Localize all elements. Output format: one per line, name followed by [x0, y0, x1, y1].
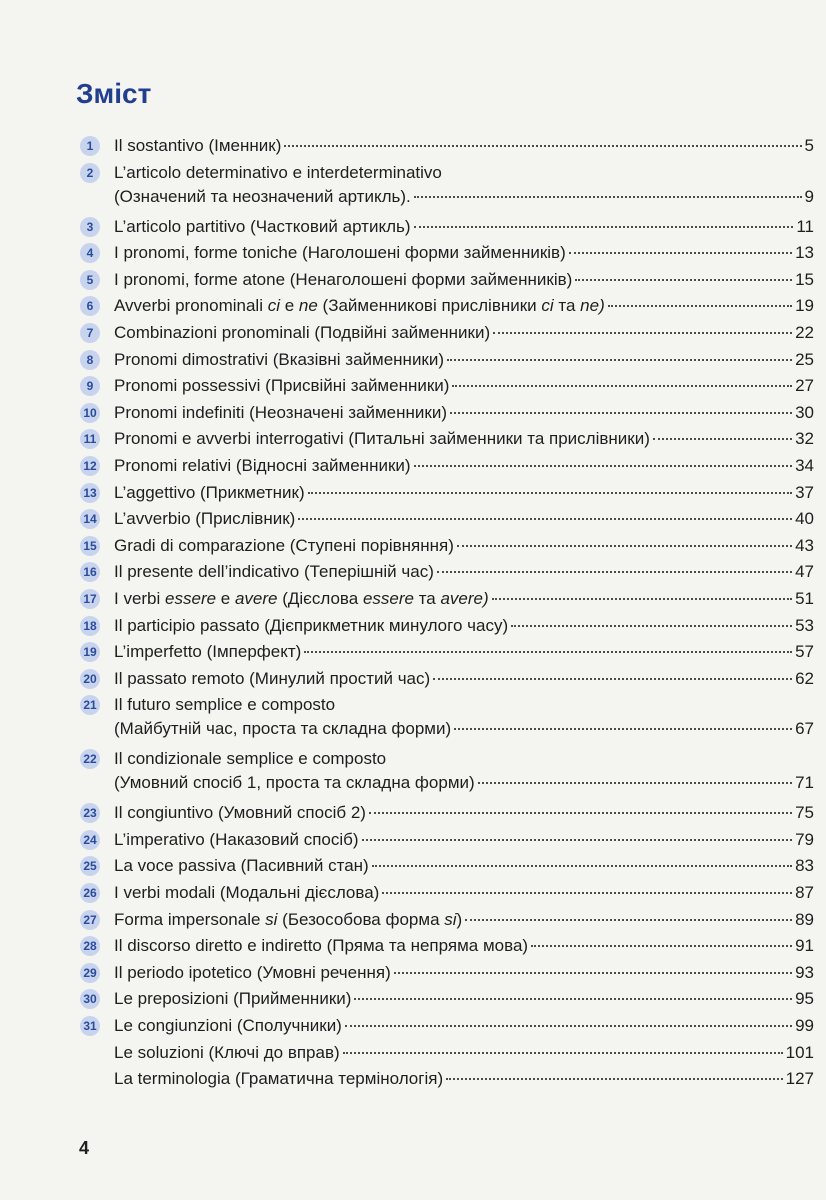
entry-title-text: L’articolo determinativo e interdeterminativo [114, 162, 442, 182]
entry-title-text: I pronomi, forme atone (Ненаголошені форми займенників) [114, 269, 573, 289]
entry-title-line [114, 560, 814, 584]
chapter-number-badge: 6 [80, 296, 100, 316]
dot-leader [369, 812, 792, 814]
entry-title-text: (Безособова форма [277, 909, 445, 929]
entry-title-line [114, 481, 814, 505]
entry-page-number: 27 [795, 376, 814, 396]
toc-entry[interactable] [80, 614, 814, 641]
entry-title [114, 614, 508, 638]
entry-page-number: 57 [795, 642, 814, 662]
entry-title-text: Pronomi indefiniti (Неозначені займенники) [114, 402, 447, 422]
dot-leader [362, 839, 793, 841]
dot-leader [382, 892, 792, 894]
entry-title-line [114, 185, 814, 209]
dot-leader [298, 518, 792, 520]
page-title: Зміст [76, 78, 152, 109]
dot-leader [345, 1025, 792, 1027]
entry-page-number: 95 [795, 989, 814, 1009]
chapter-number-badge: 8 [80, 350, 100, 370]
chapter-number-badge: 9 [80, 376, 100, 396]
entry-title-text: Pronomi dimostrativi (Вказівні займенники) [114, 349, 445, 369]
entry-title-text: Il periodo ipotetico (Умовні речення) [114, 962, 391, 982]
entry-page-number: 79 [795, 829, 814, 849]
entry-title-line [114, 614, 814, 638]
toc-entry[interactable] [80, 348, 814, 375]
toc-entry[interactable] [80, 560, 814, 587]
entry-title-text: Combinazioni pronominali (Подвійні займенники) [114, 322, 491, 342]
toc-entry[interactable] [80, 587, 814, 614]
entry-title-text: (Займенникові прислівники [317, 296, 542, 316]
entry-title-text: Il futuro semplice e composto [114, 695, 336, 715]
dot-leader [653, 438, 792, 440]
toc-entry[interactable] [80, 268, 814, 295]
page-number: 4 [79, 1138, 90, 1158]
entry-title-text: Il presente dell’indicativo (Теперішній час) [114, 562, 434, 582]
entry-title-text: та [553, 296, 581, 316]
entry-title-text: ci [541, 296, 554, 316]
entry-title-text: avere [234, 588, 278, 608]
toc-entry[interactable] [80, 294, 814, 321]
chapter-number-badge: 15 [80, 536, 100, 556]
entry-title-text: L’imperfetto (Імперфект) [114, 642, 302, 662]
toc-entry[interactable] [80, 507, 814, 534]
entry-page-number: 62 [795, 668, 814, 688]
entry-title [114, 801, 366, 825]
chapter-number-badge: 10 [80, 403, 100, 423]
entry-title [114, 534, 454, 558]
entry-title-text: ne) [580, 296, 605, 316]
entry-title-text: Il condizionale semplice e composto [114, 749, 387, 769]
entry-title-line [114, 294, 814, 318]
toc-entry[interactable] [80, 1041, 814, 1068]
entry-title-text: si [444, 909, 457, 929]
entry-title-text: e [216, 588, 235, 608]
dot-leader [452, 385, 792, 387]
dot-leader [414, 465, 793, 467]
dot-leader [372, 865, 792, 867]
entry-title [114, 771, 475, 795]
entry-page-number: 47 [795, 562, 814, 582]
entry-title-text: I pronomi, forme toniche (Наголошені форми займенників) [114, 243, 566, 263]
entry-title-text: Pronomi relativi (Відносні займенники) [114, 455, 411, 475]
entry-title [114, 1041, 340, 1065]
toc-entry[interactable] [80, 215, 814, 242]
entry-title-text: Il congiuntivo (Умовний спосіб 2) [114, 803, 366, 823]
entry-title [114, 294, 605, 318]
entry-title [114, 881, 379, 905]
entry-title [114, 987, 351, 1011]
toc-entry[interactable] [80, 427, 814, 454]
chapter-number-badge: 31 [80, 1016, 100, 1036]
chapter-number-badge: 16 [80, 562, 100, 582]
toc-entry[interactable] [80, 454, 814, 481]
table-of-contents [80, 134, 814, 1094]
entry-title [114, 185, 411, 209]
entry-title [114, 828, 359, 852]
entry-title [114, 934, 528, 958]
chapter-number-badge: 18 [80, 616, 100, 636]
entry-title-line [114, 134, 814, 158]
entry-title-text: essere [362, 588, 414, 608]
chapter-number-badge: 23 [80, 803, 100, 823]
dot-leader [608, 305, 792, 307]
entry-title [114, 348, 444, 372]
entry-title-text: та [413, 588, 441, 608]
entry-title-line [114, 987, 814, 1011]
entry-page-number: 101 [785, 1042, 814, 1062]
entry-title-text: Pronomi e avverbi interrogativi (Питальні займенники та прислівники) [114, 429, 650, 449]
chapter-number-badge: 5 [80, 270, 100, 290]
entry-title-text: (Умовний спосіб 1, проста та складна форми) [114, 773, 475, 793]
dot-leader [394, 972, 792, 974]
entry-title [114, 215, 411, 239]
entry-title-text: Le congiunzioni (Сполучники) [114, 1016, 342, 1036]
toc-entry[interactable] [80, 881, 814, 908]
entry-title [114, 560, 434, 584]
entry-title-text: La terminologia (Граматична термінологія) [114, 1069, 444, 1089]
entry-title [114, 241, 566, 265]
entry-title-text: ) [456, 909, 463, 929]
entry-title-line [114, 747, 814, 771]
dot-leader [354, 998, 792, 1000]
dot-leader [304, 651, 792, 653]
entry-title-line [114, 348, 814, 372]
toc-entry[interactable] [80, 908, 814, 935]
entry-title-line [114, 801, 814, 825]
entry-page-number: 5 [804, 136, 814, 155]
chapter-number-badge: 22 [80, 749, 100, 769]
chapter-number-badge: 26 [80, 883, 100, 903]
entry-page-number: 11 [796, 216, 814, 236]
entry-title-line [114, 1067, 814, 1091]
entry-title-text: (Означений та неозначений артикль). [114, 186, 411, 206]
toc-entry[interactable] [80, 481, 814, 508]
entry-title-text: I verbi [114, 588, 166, 608]
toc-entry[interactable] [80, 693, 814, 747]
entry-title [114, 134, 281, 158]
entry-title-line [114, 587, 814, 611]
entry-page-number: 83 [795, 856, 814, 876]
toc-entry[interactable] [80, 1014, 814, 1041]
entry-title-text: L’imperativo (Наказовий спосіб) [114, 829, 359, 849]
entry-title [114, 1067, 443, 1091]
entry-title-text: avere) [440, 588, 489, 608]
dot-leader [284, 145, 801, 147]
chapter-number-badge: 24 [80, 830, 100, 850]
entry-title [114, 1014, 342, 1038]
entry-page-number: 37 [795, 482, 814, 502]
chapter-number-badge: 1 [80, 136, 100, 156]
entry-title [114, 667, 430, 691]
entry-title-text: La voce passiva (Пасивний стан) [114, 856, 369, 876]
chapter-number-badge: 2 [80, 163, 100, 183]
entry-title-text: Il sostantivo (Іменник) [114, 136, 282, 155]
entry-title [114, 268, 572, 292]
entry-title-text: Il participio passato (Дієприкметник минулого часу) [114, 615, 509, 635]
dot-leader [492, 598, 792, 600]
entry-title-line [114, 717, 814, 741]
entry-page-number: 87 [795, 883, 814, 903]
toc-entry[interactable] [80, 667, 814, 694]
dot-leader [433, 678, 792, 680]
toc-entry[interactable] [80, 321, 814, 348]
entry-title-text: (Майбутній час, проста та складна форми) [114, 719, 452, 739]
entry-page-number: 89 [795, 909, 814, 929]
entry-page-number: 19 [795, 296, 814, 316]
entry-title-line [114, 961, 814, 985]
entry-page-number: 30 [795, 402, 814, 422]
entry-title-line [114, 828, 814, 852]
entry-title [114, 454, 411, 478]
entry-title [114, 481, 305, 505]
dot-leader [437, 571, 792, 573]
toc-entry[interactable] [80, 747, 814, 801]
dot-leader [569, 252, 792, 254]
entry-title-line [114, 321, 814, 345]
entry-title-text: (Дієслова [277, 588, 363, 608]
chapter-number-badge: 25 [80, 856, 100, 876]
entry-title-line [114, 693, 814, 717]
entry-title-text: Pronomi possessivi (Присвійні займенники) [114, 376, 450, 396]
entry-title-line [114, 534, 814, 558]
dot-leader [465, 919, 792, 921]
toc-entry[interactable] [80, 134, 814, 161]
toc-entry[interactable] [80, 854, 814, 881]
entry-page-number: 51 [795, 588, 814, 608]
toc-entry[interactable] [80, 640, 814, 667]
entry-title-text: ci [267, 296, 280, 316]
entry-title-text: L’avverbio (Прислівник) [114, 509, 296, 529]
entry-title [114, 908, 462, 932]
entry-page-number: 43 [795, 535, 814, 555]
dot-leader [511, 625, 792, 627]
chapter-number-badge: 3 [80, 217, 100, 237]
entry-title-line [114, 1041, 814, 1065]
entry-title-text: Avverbi pronominali [114, 296, 268, 316]
toc-entry[interactable] [80, 161, 814, 215]
dot-leader [308, 492, 792, 494]
toc-entry[interactable] [80, 534, 814, 561]
chapter-number-badge: 4 [80, 243, 100, 263]
toc-entry[interactable] [80, 987, 814, 1014]
entry-title-line [114, 241, 814, 265]
entry-page-number: 32 [795, 429, 814, 449]
dot-leader [478, 782, 792, 784]
entry-title [114, 427, 650, 451]
entry-page-number: 99 [795, 1016, 814, 1036]
chapter-number-badge: 7 [80, 323, 100, 343]
entry-title [114, 854, 369, 878]
entry-title-text: Il discorso diretto e indiretto (Пряма та непряма мова) [114, 936, 529, 956]
chapter-number-badge: 20 [80, 669, 100, 689]
entry-title-text: e [280, 296, 299, 316]
chapter-number-badge: 30 [80, 989, 100, 1009]
dot-leader [575, 279, 792, 281]
dot-leader [414, 196, 802, 198]
chapter-number-badge: 12 [80, 456, 100, 476]
entry-title-line [114, 427, 814, 451]
dot-leader [450, 412, 792, 414]
entry-title-text: Il passato remoto (Минулий простий час) [114, 668, 431, 688]
entry-title-text: L’articolo partitivo (Частковий артикль) [114, 216, 411, 236]
entry-title-text: essere [165, 588, 217, 608]
toc-entry[interactable] [80, 241, 814, 268]
entry-page-number: 9 [804, 186, 814, 206]
entry-page-number: 25 [795, 349, 814, 369]
entry-title [114, 587, 489, 611]
dot-leader [531, 945, 792, 947]
entry-page-number: 13 [795, 243, 814, 263]
entry-title-line [114, 854, 814, 878]
entry-title-line [114, 934, 814, 958]
toc-entry[interactable] [80, 828, 814, 855]
dot-leader [446, 1078, 783, 1080]
entry-title-text: Le soluzioni (Ключі до вправ) [114, 1042, 340, 1062]
dot-leader [414, 226, 794, 228]
entry-title-text: L’aggettivo (Прикметник) [114, 482, 305, 502]
entry-page-number: 75 [795, 803, 814, 823]
dot-leader [457, 545, 792, 547]
dot-leader [447, 359, 792, 361]
chapter-number-badge: 21 [80, 695, 100, 715]
entry-page-number: 93 [795, 962, 814, 982]
entry-title-line [114, 1014, 814, 1038]
entry-title [114, 961, 391, 985]
entry-title-line [114, 771, 814, 795]
chapter-number-badge: 27 [80, 910, 100, 930]
entry-title-line [114, 507, 814, 531]
toc-entry[interactable] [80, 961, 814, 988]
chapter-number-badge: 11 [80, 429, 100, 449]
toc-entry[interactable] [80, 1067, 814, 1094]
entry-title-line [114, 401, 814, 425]
entry-title-text: Gradi di comparazione (Ступені порівняння) [114, 535, 454, 555]
entry-title-line [114, 268, 814, 292]
entry-page-number: 71 [795, 773, 814, 793]
entry-page-number: 67 [795, 719, 814, 739]
entry-page-number: 34 [795, 455, 814, 475]
entry-title [114, 640, 301, 664]
dot-leader [343, 1052, 783, 1054]
entry-title-line [114, 454, 814, 478]
entry-title-line [114, 667, 814, 691]
entry-title [114, 401, 447, 425]
entry-page-number: 53 [795, 615, 814, 635]
entry-page-number: 127 [785, 1069, 814, 1089]
entry-title-text: ne [298, 296, 318, 316]
entry-title [114, 374, 449, 398]
entry-title-text: I verbi modali (Модальні дієслова) [114, 883, 380, 903]
entry-title-line [114, 640, 814, 664]
chapter-number-badge: 29 [80, 963, 100, 983]
entry-title-line [114, 374, 814, 398]
entry-page-number: 22 [795, 322, 814, 342]
entry-page-number: 15 [795, 269, 814, 289]
toc-entry[interactable] [80, 934, 814, 961]
entry-title [114, 507, 295, 531]
toc-entry[interactable] [80, 374, 814, 401]
entry-title-text: Forma impersonale [114, 909, 266, 929]
entry-page-number: 91 [795, 936, 814, 956]
chapter-number-badge: 28 [80, 936, 100, 956]
entry-title-line [114, 215, 814, 239]
entry-title-text: si [265, 909, 278, 929]
dot-leader [493, 332, 792, 334]
toc-entry[interactable] [80, 401, 814, 428]
chapter-number-badge: 17 [80, 589, 100, 609]
entry-title [114, 321, 490, 345]
dot-leader [454, 728, 792, 730]
chapter-number-badge: 13 [80, 483, 100, 503]
entry-title-line [114, 161, 814, 185]
chapter-number-badge: 14 [80, 509, 100, 529]
entry-title-line [114, 881, 814, 905]
entry-title-text: Le preposizioni (Прийменники) [114, 989, 352, 1009]
entry-title [114, 717, 451, 741]
entry-page-number: 40 [795, 509, 814, 529]
entry-title-line [114, 908, 814, 932]
toc-entry[interactable] [80, 801, 814, 828]
chapter-number-badge: 19 [80, 642, 100, 662]
